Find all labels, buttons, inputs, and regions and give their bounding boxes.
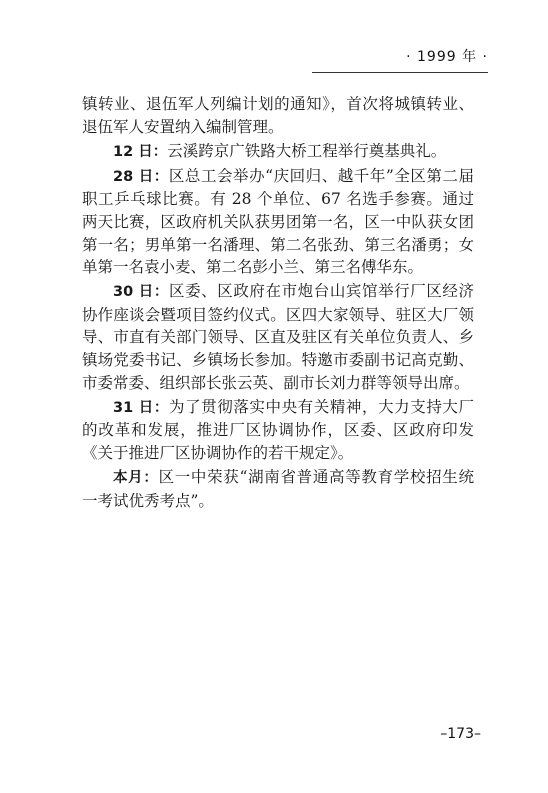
entry-this-month [82,466,474,512]
entry-text: 云溪跨京广铁路大桥工程举行奠基典礼。 [167,141,447,160]
entry-date: 本月： [113,470,159,486]
entry-text: 区总工会举办“庆回归、越千年”全区第二届职工乒乓球比赛。有 28 个单位、67 名选手参赛。通过两天比赛，区政府机关队获男团第一名，区一中队获女团第一名；男单第一名潘理、第二名张劲、第三名潘勇；女单第一名袁小麦、第二名彭小兰、第三名傅华东。 [82,166,474,277]
entry-31 [82,396,474,465]
entry-28 [82,165,474,279]
entry-12 [82,140,474,164]
entry-text: 区委、区政府在市炮台山宾馆举行厂区经济协作座谈会暨项目签约仪式。区四大家领导、驻区大厂领导、市直有关部门领导、区直及驻区有关单位负责人、乡镇场党委书记、乡镇场长参加。特邀市委副书记高克勤、市委常委、组织部长张云英、副市长刘力群等领导出席。 [82,282,474,392]
page-number: –173– [440,726,481,742]
paragraph-text: 镇转业、退伍军人列编计划的通知》，首次将城镇转业、退伍军人安置纳入编制管理。 [82,95,474,136]
document-body [82,93,474,514]
header-rule [312,72,488,73]
entry-30 [82,280,474,394]
entry-date: 28 日： [113,168,169,185]
entry-date: 31 日： [113,399,169,416]
entry-text: 区一中荣获“湖南省普通高等教育学校招生统一考试优秀考点”。 [82,468,474,510]
entry-date: 12 日： [113,143,168,160]
paragraph-continuation [82,93,474,138]
entry-date: 30 日： [113,284,169,301]
entry-text: 为了贯彻落实中央有关精神，大力支持大厂的改革和发展，推进厂区协调协作，区委、区政府印发《关于推进厂区协调协作的若干规定》。 [82,397,474,462]
running-header: · 1999 年 · [406,49,488,65]
